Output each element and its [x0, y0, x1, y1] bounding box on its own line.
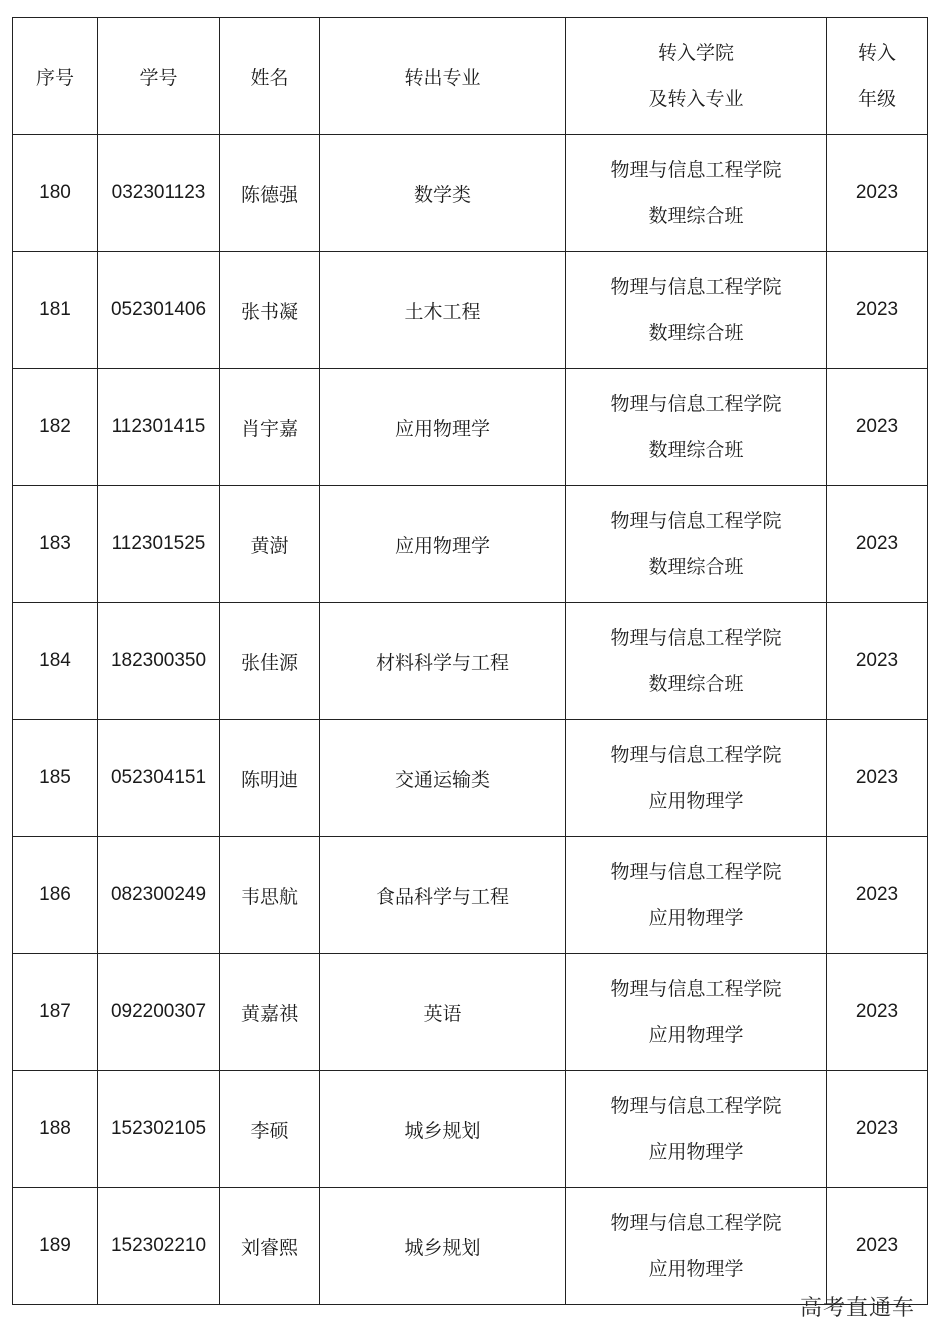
cell-name: 肖宇嘉 — [220, 369, 320, 486]
cell-to-major: 数理综合班 — [648, 673, 744, 695]
cell-year: 2023 — [827, 486, 928, 603]
cell-year: 2023 — [827, 603, 928, 720]
cell-seq: 186 — [13, 837, 98, 954]
cell-to-major: 数理综合班 — [648, 439, 744, 461]
cell-to-college: 物理与信息工程学院 — [610, 861, 782, 883]
cell-from-major: 土木工程 — [320, 252, 566, 369]
cell-seq: 180 — [13, 135, 98, 252]
cell-seq: 184 — [13, 603, 98, 720]
cell-to-college-major — [566, 1071, 827, 1188]
header-to-college-line2: 及转入专业 — [648, 88, 744, 110]
cell-student-id: 152302210 — [98, 1188, 220, 1305]
header-seq: 序号 — [13, 18, 98, 135]
cell-seq: 183 — [13, 486, 98, 603]
table-header — [13, 18, 928, 135]
cell-to-college: 物理与信息工程学院 — [610, 1095, 782, 1117]
header-year-line1: 转入 — [857, 42, 896, 64]
cell-seq: 189 — [13, 1188, 98, 1305]
cell-from-major: 材料科学与工程 — [320, 603, 566, 720]
cell-year: 2023 — [827, 1071, 928, 1188]
transfer-table — [12, 17, 928, 1305]
cell-name: 黄澍 — [220, 486, 320, 603]
cell-from-major: 城乡规划 — [320, 1071, 566, 1188]
cell-year: 2023 — [827, 252, 928, 369]
cell-to-college: 物理与信息工程学院 — [610, 744, 782, 766]
cell-to-college: 物理与信息工程学院 — [610, 159, 782, 181]
header-to-college — [566, 18, 827, 135]
cell-seq: 187 — [13, 954, 98, 1071]
cell-seq: 182 — [13, 369, 98, 486]
cell-to-college: 物理与信息工程学院 — [610, 627, 782, 649]
cell-year: 2023 — [827, 369, 928, 486]
cell-student-id: 182300350 — [98, 603, 220, 720]
cell-student-id: 052301406 — [98, 252, 220, 369]
table-row — [13, 1071, 928, 1188]
cell-name: 张书凝 — [220, 252, 320, 369]
header-from-major: 转出专业 — [320, 18, 566, 135]
cell-to-college: 物理与信息工程学院 — [610, 978, 782, 1000]
header-name: 姓名 — [220, 18, 320, 135]
cell-to-college: 物理与信息工程学院 — [610, 393, 782, 415]
cell-student-id: 052304151 — [98, 720, 220, 837]
cell-to-major: 数理综合班 — [648, 322, 744, 344]
cell-student-id: 112301525 — [98, 486, 220, 603]
cell-to-college-major — [566, 603, 827, 720]
cell-year: 2023 — [827, 837, 928, 954]
table-row — [13, 369, 928, 486]
cell-name: 李硕 — [220, 1071, 320, 1188]
cell-from-major: 交通运输类 — [320, 720, 566, 837]
cell-to-college-major — [566, 837, 827, 954]
cell-to-major: 数理综合班 — [648, 205, 744, 227]
cell-from-major: 数学类 — [320, 135, 566, 252]
cell-year: 2023 — [827, 720, 928, 837]
table-row — [13, 1188, 928, 1305]
cell-name: 韦思航 — [220, 837, 320, 954]
cell-student-id: 032301123 — [98, 135, 220, 252]
cell-name: 陈德强 — [220, 135, 320, 252]
cell-to-college-major — [566, 252, 827, 369]
cell-to-college-major — [566, 720, 827, 837]
cell-to-major: 应用物理学 — [648, 1258, 744, 1280]
cell-from-major: 应用物理学 — [320, 369, 566, 486]
cell-name: 陈明迪 — [220, 720, 320, 837]
watermark-text: 高考直通车 — [799, 1296, 915, 1321]
cell-to-college-major — [566, 135, 827, 252]
cell-to-major: 应用物理学 — [648, 790, 744, 812]
cell-student-id: 092200307 — [98, 954, 220, 1071]
header-row — [13, 18, 928, 135]
cell-student-id: 152302105 — [98, 1071, 220, 1188]
table-row — [13, 954, 928, 1071]
table-row — [13, 603, 928, 720]
table-body — [13, 135, 928, 1305]
cell-seq: 188 — [13, 1071, 98, 1188]
cell-year: 2023 — [827, 135, 928, 252]
cell-to-college-major — [566, 369, 827, 486]
cell-to-major: 应用物理学 — [648, 907, 744, 929]
cell-from-major: 应用物理学 — [320, 486, 566, 603]
cell-to-college: 物理与信息工程学院 — [610, 1212, 782, 1234]
header-to-college-line1: 转入学院 — [657, 42, 734, 64]
cell-to-college: 物理与信息工程学院 — [610, 276, 782, 298]
cell-to-college: 物理与信息工程学院 — [610, 510, 782, 532]
table-row — [13, 720, 928, 837]
cell-name: 张佳源 — [220, 603, 320, 720]
cell-to-college-major — [566, 486, 827, 603]
cell-from-major: 英语 — [320, 954, 566, 1071]
cell-name: 黄嘉祺 — [220, 954, 320, 1071]
header-year — [827, 18, 928, 135]
cell-to-major: 数理综合班 — [648, 556, 744, 578]
cell-year: 2023 — [827, 1188, 928, 1305]
cell-to-major: 应用物理学 — [648, 1141, 744, 1163]
table-row — [13, 135, 928, 252]
cell-student-id: 082300249 — [98, 837, 220, 954]
cell-seq: 181 — [13, 252, 98, 369]
cell-to-major: 应用物理学 — [648, 1024, 744, 1046]
header-student-id: 学号 — [98, 18, 220, 135]
table-row — [13, 252, 928, 369]
cell-year: 2023 — [827, 954, 928, 1071]
cell-to-college-major — [566, 954, 827, 1071]
cell-name: 刘睿熙 — [220, 1188, 320, 1305]
cell-student-id: 112301415 — [98, 369, 220, 486]
table-row — [13, 486, 928, 603]
header-year-line2: 年级 — [857, 88, 896, 110]
cell-from-major: 城乡规划 — [320, 1188, 566, 1305]
table-row — [13, 837, 928, 954]
cell-seq: 185 — [13, 720, 98, 837]
cell-from-major: 食品科学与工程 — [320, 837, 566, 954]
cell-to-college-major — [566, 1188, 827, 1305]
